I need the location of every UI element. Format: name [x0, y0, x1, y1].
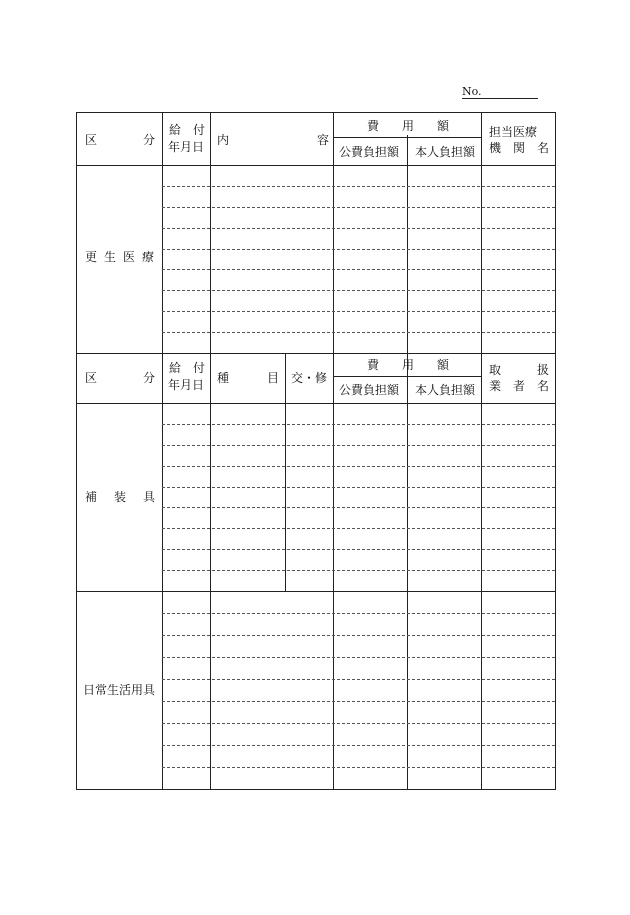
h-line-cost-split-2 [333, 376, 481, 377]
s3-row-1 [162, 613, 555, 614]
s2-row-8 [162, 570, 555, 571]
s2-row-2 [162, 445, 555, 446]
s1-header-personal-cost: 本人負担額 [415, 145, 476, 159]
s1-header-kubun: 区 分 [85, 133, 155, 147]
s1-row-8 [162, 332, 555, 333]
v-line-public [333, 113, 334, 789]
s1-row-2 [162, 207, 555, 208]
s2-row-5 [162, 507, 555, 508]
s1-header-agency-line2: 機 関 名 [489, 141, 549, 155]
v-line-content [210, 113, 211, 789]
s3-row-4 [162, 679, 555, 680]
s3-row-8 [162, 767, 555, 768]
s3-row-6 [162, 723, 555, 724]
s2-row-3 [162, 466, 555, 467]
s1-row-5 [162, 269, 555, 270]
s1-header-date-line2: 年月日 [168, 140, 205, 154]
s1-header-public-cost: 公費負担額 [339, 145, 400, 159]
s2-row-6 [162, 528, 555, 529]
s1-header-agency-line1: 担当医療 [489, 125, 538, 139]
number-field[interactable] [462, 86, 538, 99]
s1-header-date-line1: 給 付 [169, 123, 205, 137]
s2-header-date-line1: 給 付 [169, 361, 205, 375]
s1-row-1 [162, 186, 555, 187]
s1-row-4 [162, 249, 555, 250]
s1-row-6 [162, 290, 555, 291]
v-line-personal [407, 135, 408, 789]
s2-row-label-hosougu: 補 装 具 [85, 490, 155, 504]
number-label: No. [462, 85, 482, 98]
s1-header-cost: 費 用 額 [367, 119, 449, 133]
h-line-cost-split-1 [333, 137, 481, 138]
s1-row-label-kosei-iryo: 更生医療 [85, 250, 162, 264]
s2-header-vendor-line1: 取 扱 [489, 363, 549, 377]
v-line-koshu [285, 353, 286, 591]
s3-row-5 [162, 701, 555, 702]
s1-row-7 [162, 311, 555, 312]
s3-row-3 [162, 657, 555, 658]
h-line-section1 [77, 353, 555, 354]
h-line-section2 [77, 591, 555, 592]
h-line-header2 [77, 403, 555, 404]
s3-row-2 [162, 635, 555, 636]
s2-header-koshu: 交・修 [291, 371, 328, 385]
s3-row-7 [162, 745, 555, 746]
s2-row-4 [162, 487, 555, 488]
record-form-table [76, 112, 556, 790]
h-line-header1 [77, 165, 555, 166]
v-line-date [162, 113, 163, 789]
s2-header-public-cost: 公費負担額 [339, 383, 400, 397]
v-line-last [481, 113, 482, 789]
s3-row-label-nichijo-seikatsu-yogu: 日常生活用具 [83, 683, 156, 697]
s2-row-7 [162, 549, 555, 550]
s2-header-date-line2: 年月日 [168, 378, 205, 392]
s1-row-3 [162, 228, 555, 229]
s1-header-naiyo: 内 容 [217, 133, 329, 147]
s2-header-personal-cost: 本人負担額 [415, 383, 476, 397]
s2-row-1 [162, 424, 555, 425]
s2-header-shumoku: 種 目 [217, 371, 279, 385]
s2-header-kubun: 区 分 [85, 371, 155, 385]
s2-header-vendor-line2: 業 者 名 [489, 379, 549, 393]
s2-header-cost: 費 用 額 [367, 358, 449, 372]
